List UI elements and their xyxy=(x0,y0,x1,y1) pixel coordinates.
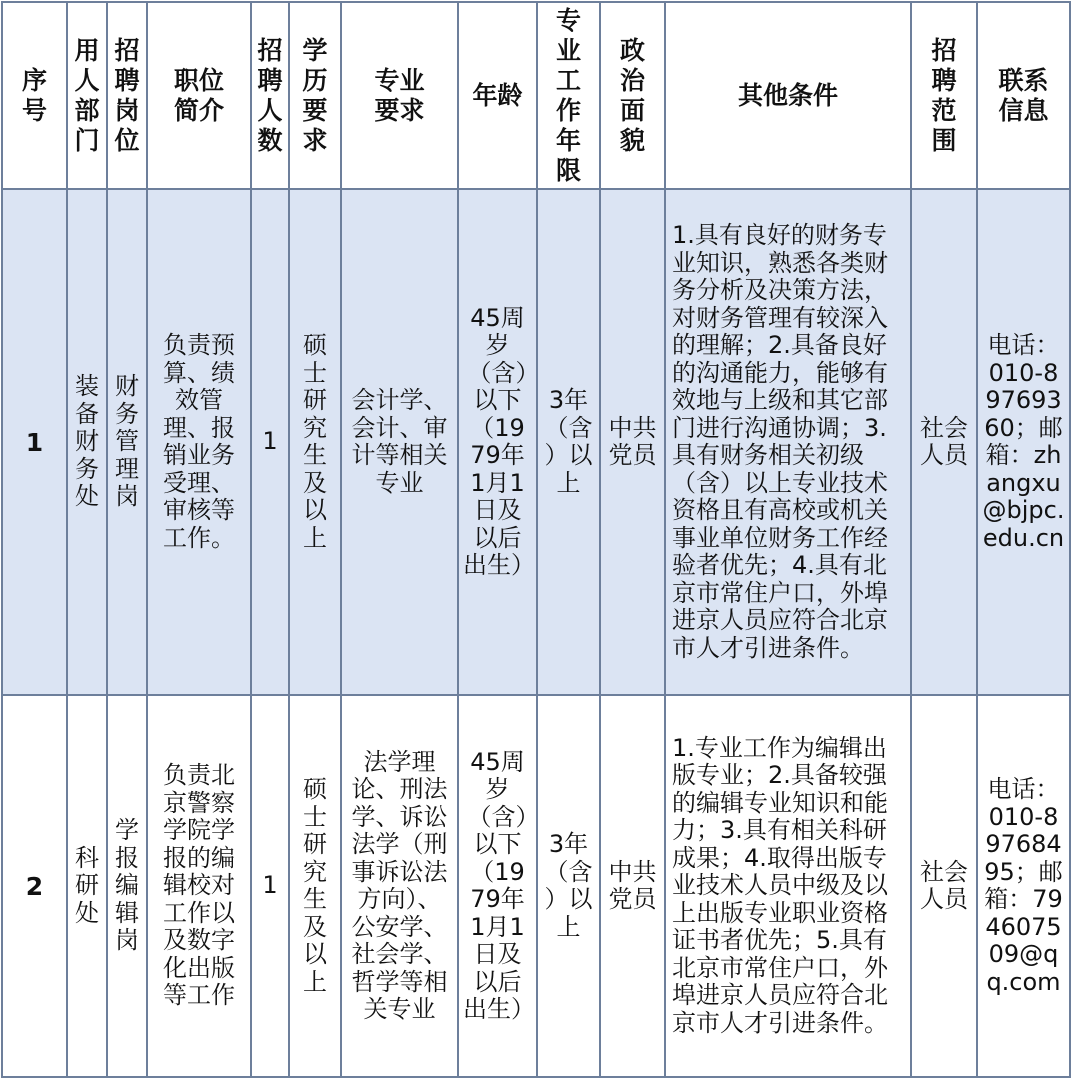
row-other: 1.具有良好的财务专业知识，熟悉各类财务分析及决策方法，对财务管理有较深入的理解；2.具备良好的沟通能力，能够有效地与上级和其它部门进行沟通协调；3.具有财务相关初级（含）以上专业技术资格且有高校或机关事业单位财务工作经验者优先；4.具有北京市常住户口，外埠进京人员应符合北京市人才引进条件。 xyxy=(665,189,911,695)
row-major: 法学理论、刑法学、诉讼法学（刑事诉讼法方向）、公安学、社会学、哲学等相关专业 xyxy=(341,695,458,1077)
recruitment-table xyxy=(1,1,1071,1078)
row-age: 45周岁（含）以下（1979年1月1日及以后出生） xyxy=(458,189,537,695)
header-major: 专业要求 xyxy=(341,2,458,189)
row-seq: 2 xyxy=(2,695,67,1077)
row-major: 会计学、会计、审计等相关专业 xyxy=(341,189,458,695)
header-dept: 用人部门 xyxy=(67,2,107,189)
header-contact: 联系信息 xyxy=(977,2,1070,189)
row-other: 1.专业工作为编辑出版专业；2.具备较强的编辑专业知识和能力；3.具有相关科研成果；4.取得出版专业技术人员中级及以上出版专业职业资格证书者优先；5.具有北京市常住户口，外埠进京人员应符合北京市人才引进条件。 xyxy=(665,695,911,1077)
header-intro: 职位简介 xyxy=(147,2,251,189)
row-dept: 科研处 xyxy=(67,695,107,1077)
row-scope: 社会人员 xyxy=(911,189,977,695)
row-politics: 中共党员 xyxy=(600,695,665,1077)
row-intro: 负责北京警察学院学报的编辑校对工作以及数字化出版等工作 xyxy=(147,695,251,1077)
header-edu: 学历要求 xyxy=(289,2,341,189)
row-contact: 电话：010-89768495；邮箱：794607509@qq.com xyxy=(977,695,1070,1077)
row-post: 财务管理岗 xyxy=(107,189,147,695)
header-other: 其他条件 xyxy=(665,2,911,189)
header-row xyxy=(2,2,1070,189)
row-years: 3年（含）以上 xyxy=(537,189,600,695)
row-post: 学报编辑岗 xyxy=(107,695,147,1077)
row-dept: 装备财务处 xyxy=(67,189,107,695)
row-count: 1 xyxy=(251,695,289,1077)
table-row xyxy=(2,695,1070,1077)
row-contact: 电话：010-89769360；邮箱：zhangxu@bjpc.edu.cn xyxy=(977,189,1070,695)
row-intro: 负责预算、绩效管理、报销业务受理、审核等工作。 xyxy=(147,189,251,695)
header-seq: 序号 xyxy=(2,2,67,189)
row-edu: 硕士研究生及以上 xyxy=(289,189,341,695)
row-edu: 硕士研究生及以上 xyxy=(289,695,341,1077)
header-age: 年龄 xyxy=(458,2,537,189)
header-post: 招聘岗位 xyxy=(107,2,147,189)
header-years: 专业工作年限 xyxy=(537,2,600,189)
row-seq: 1 xyxy=(2,189,67,695)
header-scope: 招聘范围 xyxy=(911,2,977,189)
row-count: 1 xyxy=(251,189,289,695)
header-count: 招聘人数 xyxy=(251,2,289,189)
row-politics: 中共党员 xyxy=(600,189,665,695)
row-age: 45周岁（含）以下（1979年1月1日及以后出生） xyxy=(458,695,537,1077)
header-politics: 政治面貌 xyxy=(600,2,665,189)
table-row xyxy=(2,189,1070,695)
row-years: 3年（含）以上 xyxy=(537,695,600,1077)
row-scope: 社会人员 xyxy=(911,695,977,1077)
